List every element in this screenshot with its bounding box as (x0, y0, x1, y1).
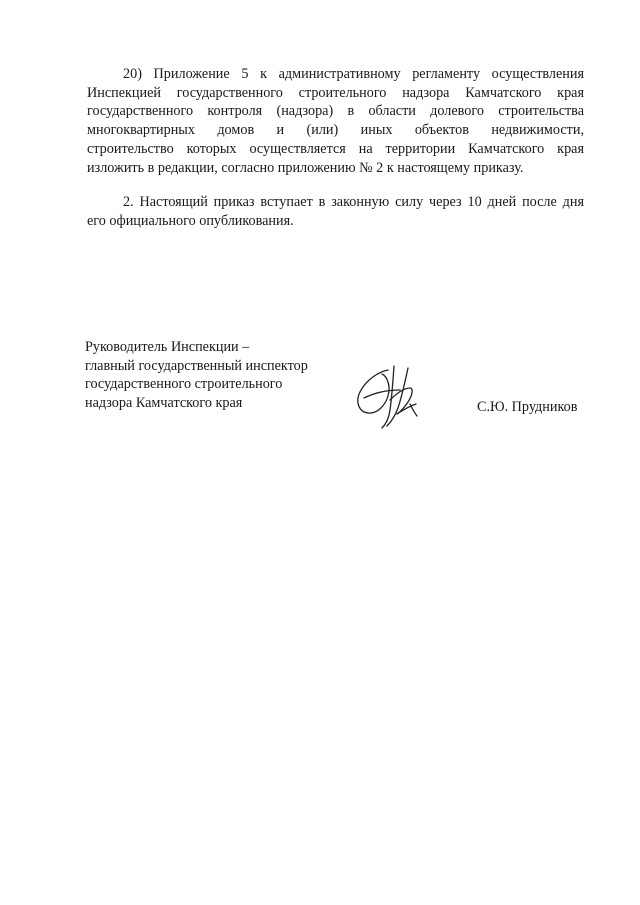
position-line: главный государственный инспектор (85, 357, 308, 374)
paragraph-line: изложить в редакции, согласно приложению № 2 к настоящему приказу. (87, 159, 524, 176)
signer-name: С.Ю. Прудников (477, 399, 578, 415)
handwritten-signature (350, 360, 432, 432)
position-line: Руководитель Инспекции – (85, 339, 250, 355)
paragraph-line: государственного контроля (надзора) в области долевого строительства (87, 103, 584, 120)
paragraph-line: строительство которых осуществляется на территории Камчатского края (87, 140, 584, 157)
paragraph-2 (87, 193, 584, 230)
position-line: надзора Камчатского края (85, 394, 243, 411)
paragraph-20 (87, 65, 584, 177)
paragraph-line: его официального опубликования. (87, 212, 294, 229)
position-line: государственного строительного (85, 376, 283, 392)
paragraph-line: многоквартирных домов и (или) иных объектов недвижимости, (87, 122, 584, 139)
paragraph-line: 2. Настоящий приказ вступает в законную силу через 10 дней после дня (123, 194, 584, 210)
signatory-position (85, 338, 308, 412)
paragraph-line: Инспекцией государственного строительного надзора Камчатского края (87, 84, 584, 101)
paragraph-line: 20) Приложение 5 к административному регламенту осуществления (123, 66, 584, 82)
